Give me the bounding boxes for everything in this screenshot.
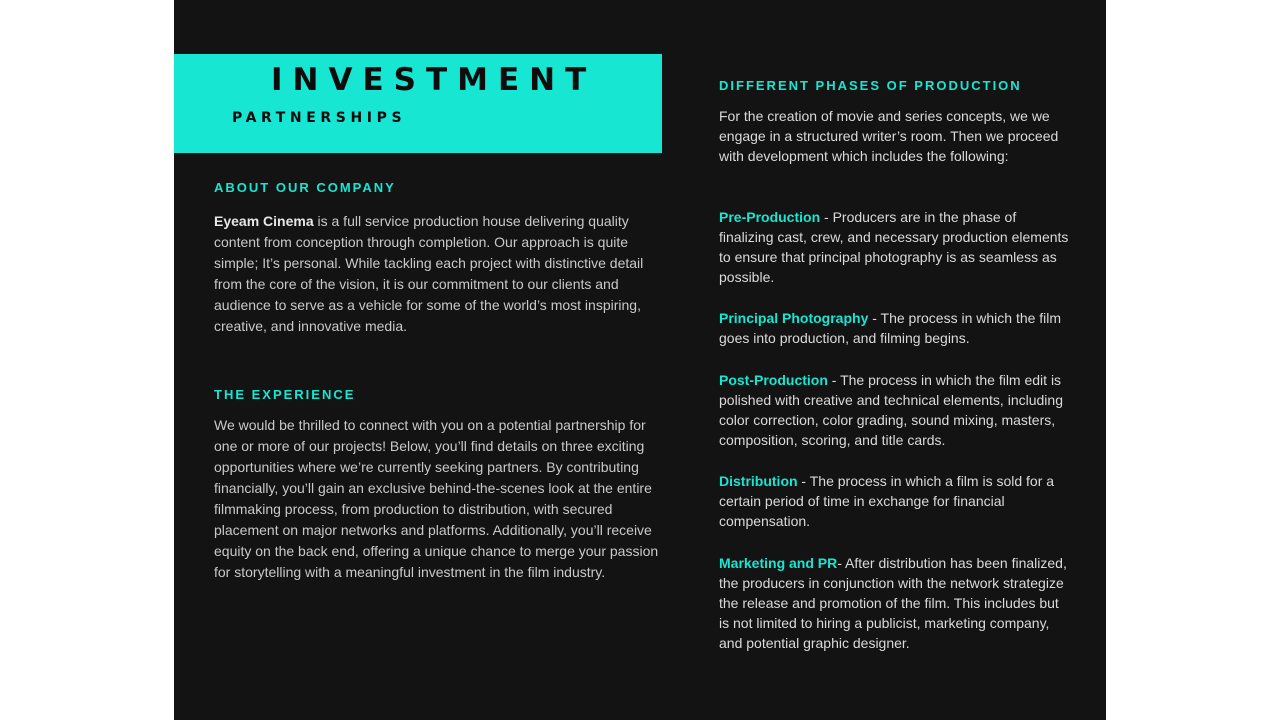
title-banner	[174, 54, 662, 153]
banner-title: INVESTMENT	[271, 62, 597, 98]
about-paragraph	[214, 211, 659, 337]
phase-term: Principal Photography	[719, 310, 869, 326]
phase-item	[719, 471, 1081, 531]
phase-desc: - The process in which the film goes into production, and filming begins.	[719, 310, 1062, 346]
phase-term: Distribution	[719, 473, 798, 489]
brochure-page	[174, 0, 1106, 720]
phase-desc: - The process in which the film edit is polished with creative and technical elements, including color correction, color grading, sound mixing, masters, composition, scoring, and title cards.	[719, 372, 1063, 448]
experience-heading: THE EXPERIENCE	[214, 387, 356, 402]
phases-intro: For the creation of movie and series concepts, we we engage in a structured writer’s room. Then we proceed with development which includes the following:	[719, 108, 1059, 164]
phase-item	[719, 207, 1071, 287]
banner-subtitle: PARTNERSHIPS	[232, 110, 407, 126]
phase-desc: - The process in which a film is sold for a certain period of time in exchange for financial compensation.	[719, 473, 1055, 529]
phase-item	[719, 370, 1081, 450]
about-heading: ABOUT OUR COMPANY	[214, 180, 396, 195]
phase-term: Post-Production	[719, 372, 828, 388]
phases-heading: DIFFERENT PHASES OF PRODUCTION	[719, 78, 1022, 93]
phase-desc: - After distribution has been finalized, the producers in conjunction with the network strategize the release and promotion of the film. This includes but is not limited to hiring a publicist, marketing company, and potential graphic designer.	[719, 555, 1067, 651]
phase-item	[719, 308, 1087, 348]
phase-item	[719, 553, 1069, 653]
about-body: is a full service production house delivering quality content from conception through completion. Our approach is quite simple; It’s personal. While tackling each project with distinctive detail from the core of the vision, it is our commitment to our clients and audience to serve as a vehicle for some of the world’s most inspiring, creative, and innovative media.	[214, 213, 644, 334]
experience-paragraph: We would be thrilled to connect with you on a potential partnership for one or more of our projects! Below, you’ll find details on three exciting opportunities where we’re currently seeking partners. By contributing financially, you’ll gain an exclusive behind-the-scenes look at the entire filmmaking process, from production to distribution, with secured placement on major networks and platforms. Additionally, you’ll receive equity on the back end, offering a unique chance to merge your passion for storytelling with a meaningful investment in the film industry.	[214, 417, 659, 580]
phase-term: Marketing and PR	[719, 555, 838, 571]
phase-term: Pre-Production	[719, 209, 821, 225]
phase-desc: - Producers are in the phase of finalizing cast, crew, and necessary production elements to ensure that principal photography is as seamless as possible.	[719, 209, 1069, 285]
company-name: Eyeam Cinema	[214, 213, 314, 229]
